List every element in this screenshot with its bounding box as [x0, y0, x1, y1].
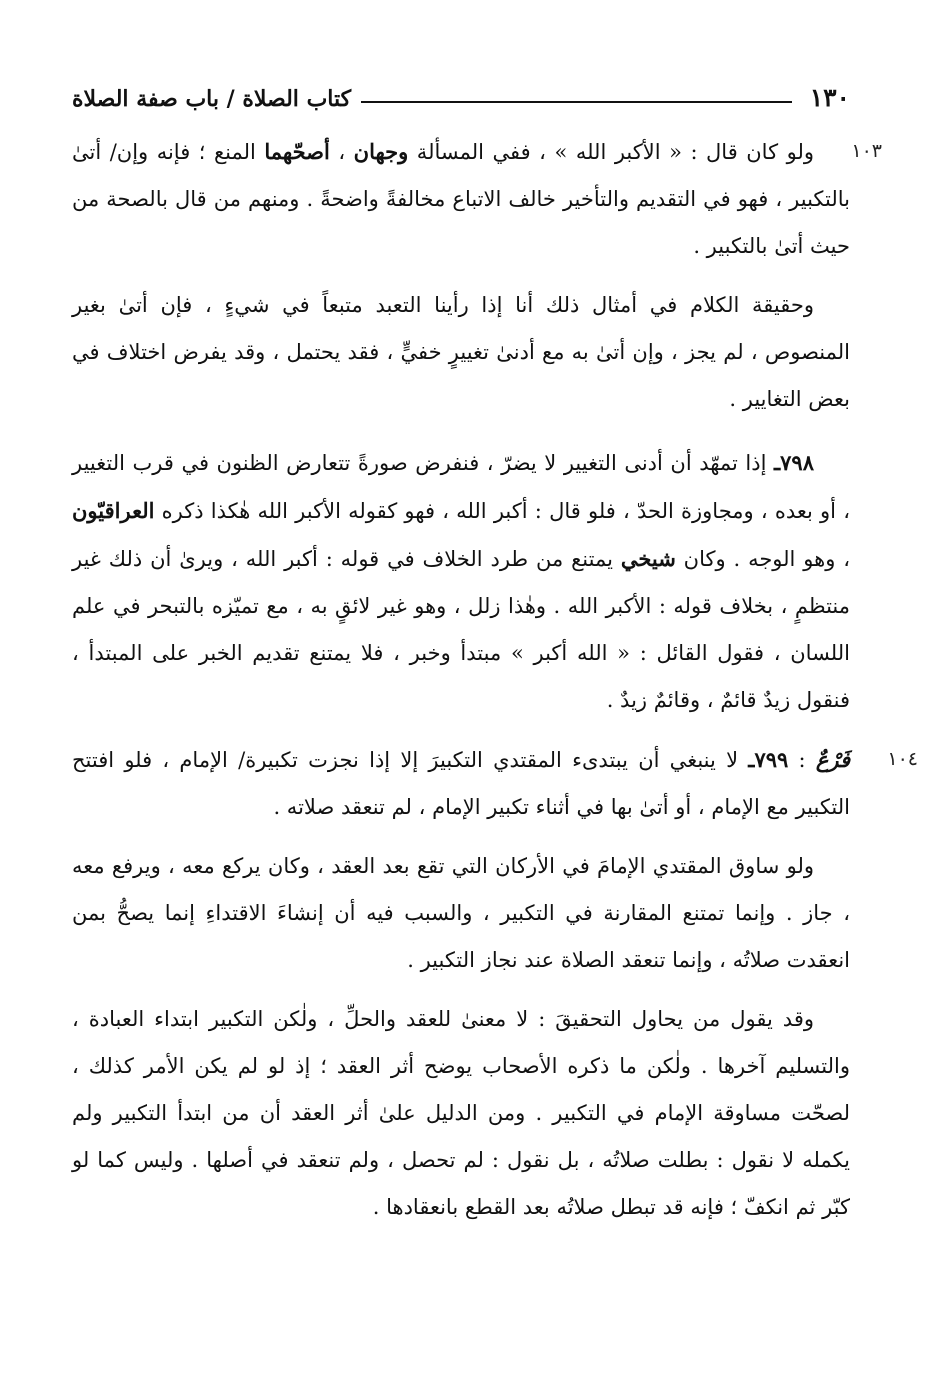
- p3-text-a: إذا تمهّد أن أدنى التغيير لا يضرّ ، فنفرض صورةً تتعارض الظنون في قرب التغيير ، أو بعده ، ومجاوزة الحدّ ، فلو قال : أكبر الله ، فهو كقوله الأكبر الله هٰكذا ذكره: [72, 451, 850, 523]
- p3-text-b: ، وهو الوجه . وكان: [675, 547, 850, 571]
- p1-bold-ashahhuma: أصحّهما: [264, 139, 330, 164]
- issue-number-799: ٧٩٩ـ: [748, 747, 789, 772]
- running-title: كتاب الصلاة / باب صفة الصلاة: [72, 86, 352, 112]
- paragraph-1: [72, 128, 882, 270]
- margin-number-103: ١٠٣: [851, 140, 882, 162]
- margin-number-104: ١٠٤: [887, 748, 918, 770]
- p1-text-a: ولو كان قال : « الأكبر الله » ، ففي المسألة: [408, 140, 814, 164]
- p1-bold-wajhan: وجهان: [353, 139, 409, 164]
- page-number: ١٣٠: [809, 83, 850, 112]
- issue-number-798: ٧٩٨ـ: [774, 450, 814, 475]
- p3-bold-shaykhi: شيخي: [620, 546, 676, 571]
- p2-text: وحقيقة الكلام في أمثال ذلك أنا إذا رأينا التعبد متبعاً في شيءٍ ، فإن أتىٰ بغير المنصوص ، لم يجز ، وإن أتىٰ به مع أدنىٰ تغييرٍ خفيٍّ ، فقد يحتمل ، وقد يفرض اختلاف في بعض التغايير .: [72, 293, 850, 411]
- page-body: [72, 128, 918, 1243]
- paragraph-5: [72, 843, 850, 984]
- header-rule: [361, 101, 792, 103]
- paragraph-6: [72, 996, 850, 1231]
- page-header: [72, 72, 850, 112]
- paragraph-799: [72, 736, 918, 831]
- p1-text-d: المنع ؛ فإنه وإن/ أتىٰ بالتكبير ، فهو في التقديم والتأخير خالف الاتباع مخالفةً واضحةً . ومنهم من قال بالصحة من حيث أتىٰ بالتكبير .: [72, 140, 850, 258]
- far-colon: :: [788, 748, 816, 772]
- p3-bold-iraqiyyun: العراقيّون: [72, 498, 155, 523]
- paragraph-798: [72, 439, 850, 724]
- p5-text: ولو ساوق المقتدي الإمامَ في الأركان التي تقع بعد العقد ، وكان يركع معه ، ويرفع معه ، جاز . وإنما تمتنع المقارنة في التكبير ، والسبب فيه أن إنشاءَ الاقتداءِ إنما يصحُّ بمن انعقدت صلاتُه ، وإنما تنعقد الصلاة عند نجاز التكبير .: [72, 854, 850, 972]
- p3-text-c: يمتنع من طرد الخلاف في قوله : أكبر الله ، ويرىٰ أن ذلك غير منتظمٍ ، بخلاف قوله : الأكبر الله . وهٰذا زلل ، وهو غير لائقٍ به ، مع تميّزه بالتبحر في علم اللسان ، فقول القائل : « الله أكبر » مبتدأ وخبر ، فلا يمتنع تقديم الخبر على المبتدأ ، فنقول زيدٌ قائمٌ ، وقائمٌ زيدٌ .: [72, 547, 850, 712]
- paragraph-2: [72, 282, 850, 423]
- p4-text-a: لا ينبغي أن يبتدىء المقتدي التكبيرَ إلا إذا نجزت تكبيرة/ الإمام ، فلو افتتح التكبير مع الإمام ، أو أتىٰ بها في أثناء تكبير الإمام ، لم تنعقد صلاته .: [72, 748, 850, 819]
- p6-text: وقد يقول من يحاول التحقيقَ : لا معنىٰ للعقد والحلِّ ، ولٰكن التكبير ابتداء العبادة ، والتسليم آخرها . ولٰكن ما ذكره الأصحاب يوضح أثر العقد ؛ إذ لو لم يكن الأمر كذلك ، لصحّت مساوقة الإمام في التكبير . ومن الدليل علىٰ أثر العقد أن من ابتدأ التكبير ولم يكمله لا نقول : بطلت صلاتُه ، بل نقول : لم تحصل ، ولم تنعقد في أصلها . وليس كما لو كبّر ثم انكفّ ؛ فإنه قد تبطل صلاتُه بعد القطع بانعقادها .: [72, 1007, 850, 1219]
- far-heading: فَرْعٌ: [815, 747, 850, 772]
- p1-text-c: ،: [329, 140, 354, 164]
